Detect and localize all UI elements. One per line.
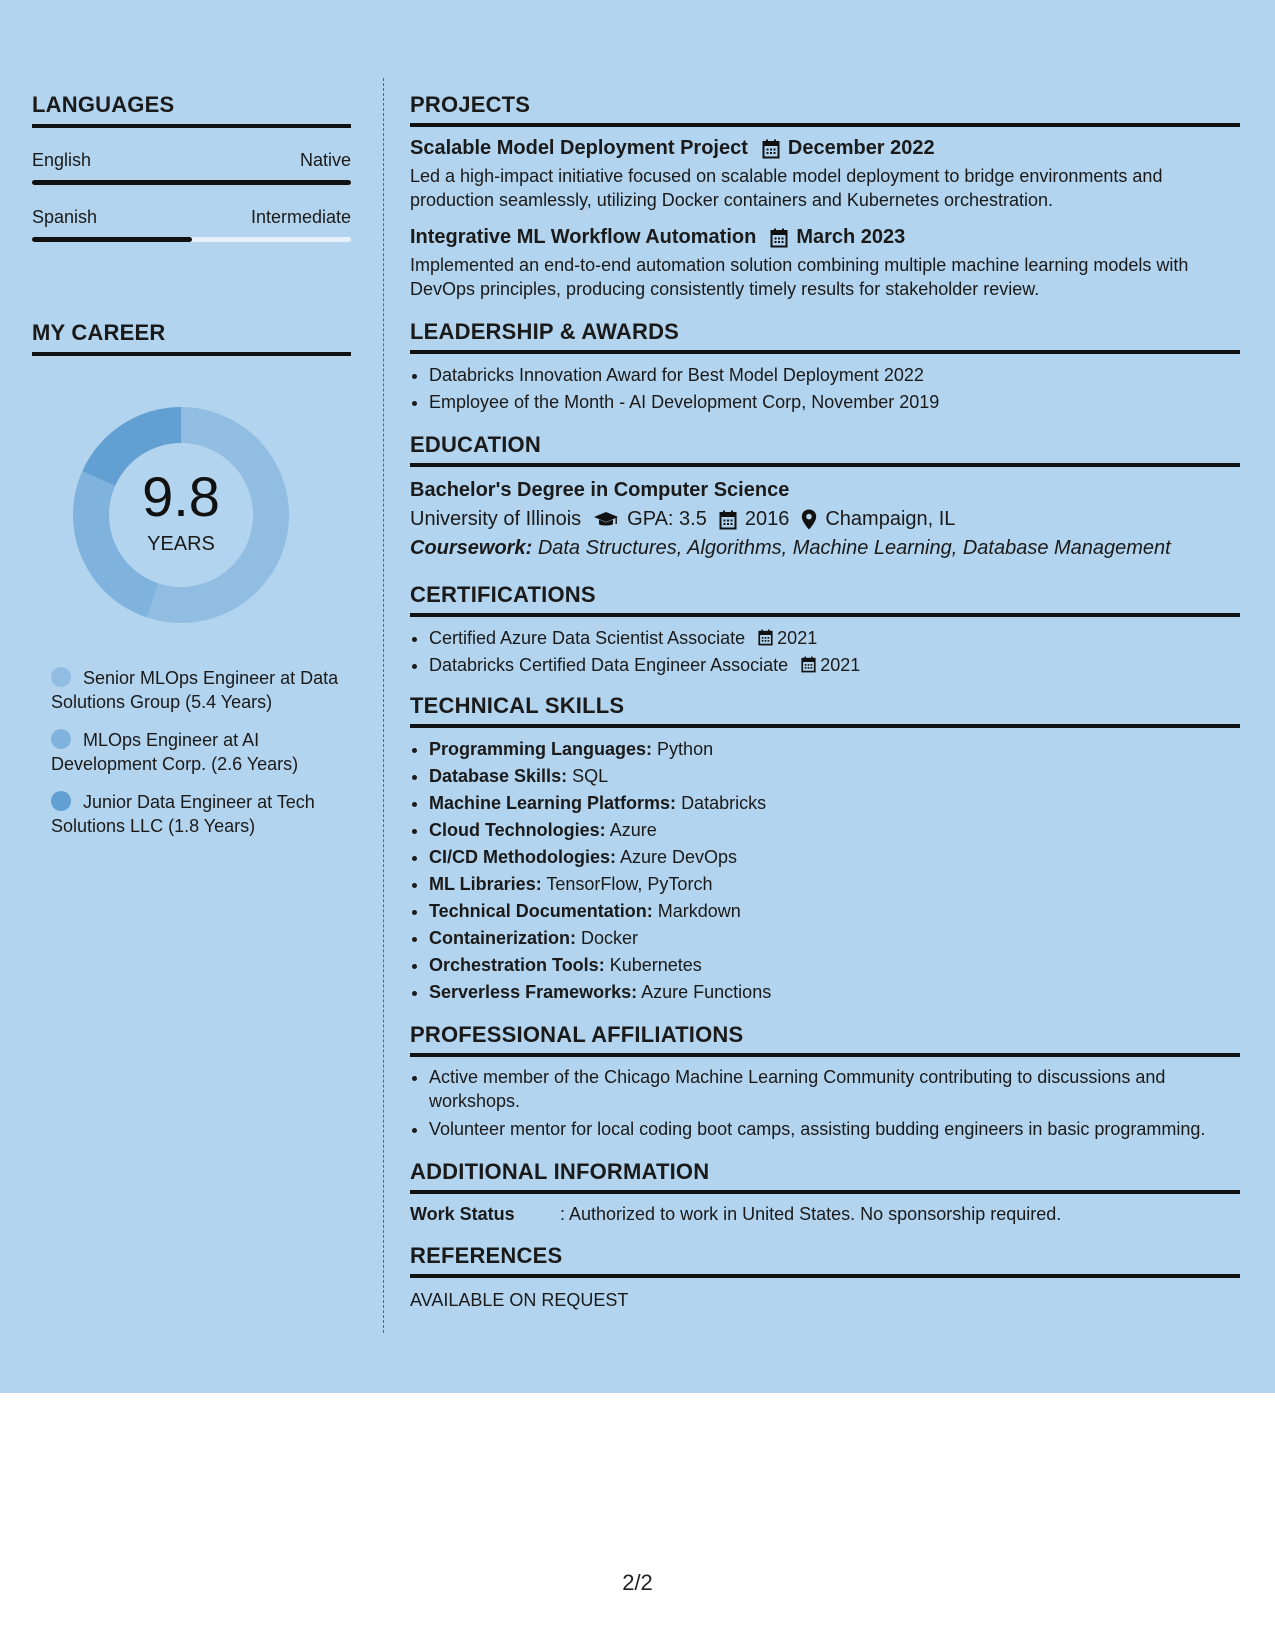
- additional-heading: ADDITIONAL INFORMATION: [410, 1159, 1240, 1194]
- certifications-list: [410, 625, 1240, 679]
- calendar-icon: [758, 629, 773, 646]
- calendar-icon: [719, 510, 737, 530]
- project-name: Integrative ML Workflow Automation: [410, 226, 757, 248]
- skill-value: Azure DevOps: [620, 847, 738, 867]
- education-year: 2016: [744, 508, 790, 530]
- affiliations-section: [410, 1022, 1240, 1141]
- certifications-section: [410, 582, 1240, 679]
- language-level: Native: [299, 150, 351, 170]
- career-legend-item: [51, 666, 351, 714]
- skill-value: TensorFlow, PyTorch: [546, 874, 713, 894]
- references-section: [410, 1243, 1240, 1311]
- skill-value: Markdown: [657, 901, 741, 921]
- project-title: [410, 137, 1240, 160]
- skill-item: [429, 952, 1240, 979]
- skill-item: [429, 844, 1240, 871]
- certification-year: 2021: [777, 628, 818, 648]
- skill-label: Containerization:: [429, 928, 576, 948]
- project-name: Scalable Model Deployment Project: [410, 137, 748, 159]
- language-item: [32, 207, 351, 242]
- skill-item: [429, 763, 1240, 790]
- career-role-label: MLOps Engineer at AI Development Corp. (2.6 Years): [51, 730, 299, 774]
- work-status-value: : Authorized to work in United States. No sponsorship required.: [560, 1204, 1062, 1224]
- certification-year: 2021: [820, 655, 861, 675]
- page-number: 2/2: [622, 1570, 653, 1595]
- skill-label: Cloud Technologies:: [429, 820, 606, 840]
- skills-list: [410, 736, 1240, 1006]
- graduation-cap-icon: [593, 511, 619, 529]
- education-details: [410, 508, 1240, 531]
- project-title: [410, 226, 1240, 249]
- affiliation-item: • Volunteer mentor for local coding boot camps, assisting budding engineers in basic programming.: [429, 1117, 1240, 1141]
- skill-label: Programming Languages:: [429, 739, 653, 759]
- projects-section: [410, 92, 1240, 301]
- skill-label: Database Skills:: [429, 766, 568, 786]
- career-total-unit: YEARS: [147, 532, 215, 555]
- skills-heading: TECHNICAL SKILLS: [410, 693, 1240, 728]
- career-legend-item: [51, 790, 351, 838]
- leadership-item: • Databricks Innovation Award for Best Model Deployment 2022: [429, 362, 1240, 389]
- languages-heading: LANGUAGES: [32, 92, 351, 128]
- career-donut-chart: [66, 400, 296, 630]
- project-description: Led a high-impact initiative focused on scalable model deployment to bridge environments and production seamlessly, utilizing Docker containers and Kubernetes orchestration.: [410, 166, 1163, 210]
- column-divider: [383, 78, 384, 1333]
- affiliations-list: [410, 1065, 1240, 1141]
- references-text: AVAILABLE ON REQUEST: [410, 1290, 629, 1310]
- language-level: Intermediate: [250, 207, 351, 227]
- work-status-label: Work Status: [410, 1204, 515, 1224]
- skill-value: SQL: [572, 766, 609, 786]
- language-item: [32, 150, 351, 185]
- leadership-heading: LEADERSHIP & AWARDS: [410, 319, 1240, 354]
- map-pin-icon: [801, 509, 817, 530]
- skill-value: Azure: [609, 820, 657, 840]
- certification-item: [429, 625, 1240, 652]
- references-heading: REFERENCES: [410, 1243, 1240, 1278]
- leadership-section: [410, 319, 1240, 416]
- skill-item: [429, 817, 1240, 844]
- coursework-label: Coursework:: [410, 537, 533, 559]
- skill-value: Azure Functions: [641, 982, 772, 1002]
- career-legend: [51, 666, 351, 838]
- skill-value: Databricks: [681, 793, 767, 813]
- additional-section: [410, 1159, 1240, 1225]
- education-school: University of Illinois: [410, 508, 582, 530]
- skill-label: Machine Learning Platforms:: [429, 793, 677, 813]
- education-heading: EDUCATION: [410, 432, 1240, 467]
- skill-value: Kubernetes: [609, 955, 702, 975]
- calendar-icon: [762, 139, 780, 159]
- career-total-years: 9.8: [142, 464, 220, 528]
- skill-item: [429, 925, 1240, 952]
- project-description: Implemented an end-to-end automation solution combining multiple machine learning models with DevOps principles, producing consistently timely results for stakeholder review.: [410, 255, 1189, 299]
- skill-label: Technical Documentation:: [429, 901, 653, 921]
- leadership-list: [410, 362, 1240, 416]
- skill-item: [429, 736, 1240, 763]
- leadership-item: • Employee of the Month - AI Development Corp, November 2019: [429, 389, 1240, 416]
- work-status-row: [410, 1204, 1240, 1225]
- skill-item: [429, 871, 1240, 898]
- project-date: March 2023: [796, 226, 906, 248]
- skill-item: [429, 898, 1240, 925]
- project-date: December 2022: [787, 137, 935, 159]
- legend-dot-icon: [51, 729, 71, 749]
- calendar-icon: [801, 656, 816, 673]
- skill-label: Serverless Frameworks:: [429, 982, 638, 1002]
- education-section: [410, 432, 1240, 560]
- skill-label: CI/CD Methodologies:: [429, 847, 616, 867]
- skill-item: [429, 790, 1240, 817]
- education-degree: Bachelor's Degree in Computer Science: [410, 479, 790, 501]
- certification-name: Databricks Certified Data Engineer Associate: [429, 655, 789, 675]
- coursework-list: Data Structures, Algorithms, Machine Learning, Database Management: [537, 537, 1171, 559]
- language-name: English: [32, 150, 92, 170]
- career-legend-item: [51, 728, 351, 776]
- projects-heading: PROJECTS: [410, 92, 1240, 127]
- skill-label: Orchestration Tools:: [429, 955, 605, 975]
- certification-item: [429, 652, 1240, 679]
- education-gpa: GPA: 3.5: [627, 508, 707, 530]
- career-heading: MY CAREER: [32, 320, 351, 356]
- certification-name: Certified Azure Data Scientist Associate: [429, 628, 746, 648]
- language-name: Spanish: [32, 207, 98, 227]
- language-proficiency-fill: [32, 237, 192, 242]
- right-column: [410, 92, 1240, 1323]
- language-proficiency-bar: [32, 237, 351, 242]
- career-role-label: Senior MLOps Engineer at Data Solutions Group (5.4 Years): [51, 668, 339, 712]
- left-column: [32, 92, 351, 852]
- calendar-icon: [770, 228, 788, 248]
- skill-label: ML Libraries:: [429, 874, 542, 894]
- legend-dot-icon: [51, 791, 71, 811]
- education-coursework: [410, 537, 1240, 560]
- language-proficiency-bar: [32, 180, 351, 185]
- skill-item: [429, 979, 1240, 1006]
- affiliation-item: • Active member of the Chicago Machine Learning Community contributing to discussions and workshops.: [429, 1065, 1240, 1113]
- skills-section: [410, 693, 1240, 1006]
- education-location: Champaign, IL: [825, 508, 956, 530]
- career-role-label: Junior Data Engineer at Tech Solutions LLC (1.8 Years): [51, 792, 315, 836]
- skill-value: Python: [657, 739, 714, 759]
- legend-dot-icon: [51, 667, 71, 687]
- affiliations-heading: PROFESSIONAL AFFILIATIONS: [410, 1022, 1240, 1057]
- certifications-heading: CERTIFICATIONS: [410, 582, 1240, 617]
- skill-value: Docker: [581, 928, 639, 948]
- language-proficiency-fill: [32, 180, 351, 185]
